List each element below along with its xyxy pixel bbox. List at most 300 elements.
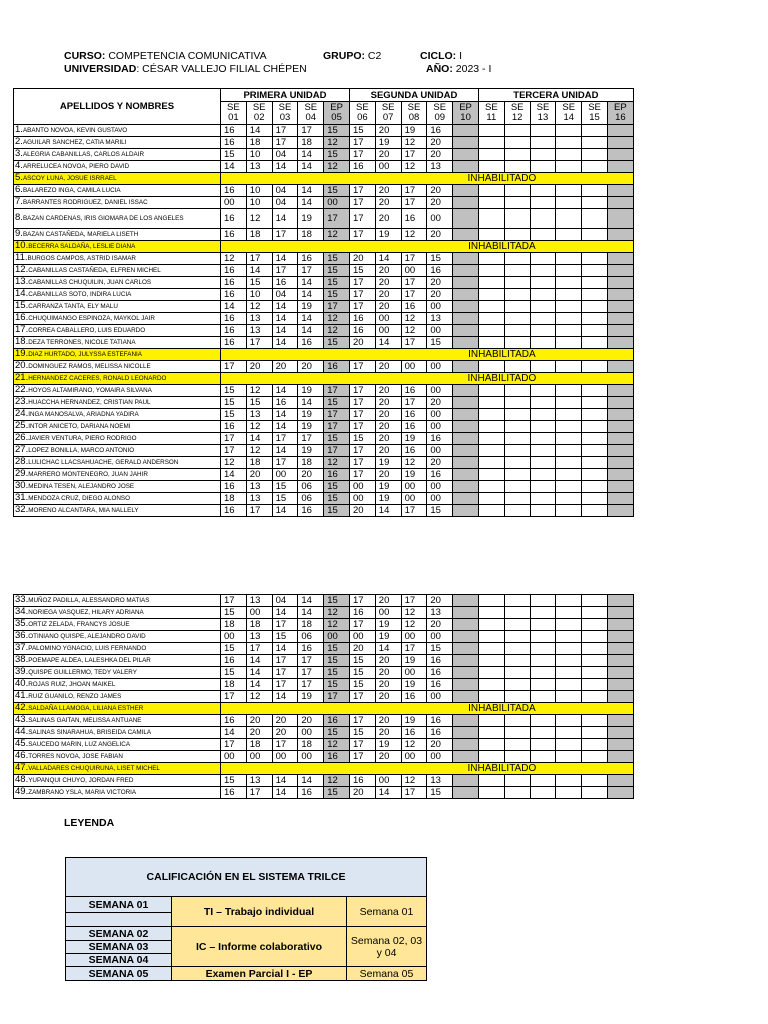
table-row [14, 277, 634, 289]
grade-cell [582, 197, 608, 209]
grade-cell: 17 [401, 277, 427, 289]
grade-cell: 19 [375, 481, 401, 493]
student-name: BAZAN CARDENAS, IRIS GIOMARA DE LOS ANGELES [22, 215, 184, 222]
grade-cell: 14 [272, 775, 298, 787]
grade-cell: 17 [272, 265, 298, 277]
grade-cell: 13 [246, 325, 272, 337]
grade-cell: 17 [298, 125, 324, 137]
grade-cell: 12 [324, 137, 350, 149]
student-name: ABANTO NOVOA, KEVIN GUSTAVO [22, 127, 128, 134]
week-column-number: 07 [382, 112, 394, 123]
grade-cell: 00 [375, 325, 401, 337]
grade-cell [582, 643, 608, 655]
week-column-header [607, 102, 633, 125]
week-column-code: EP [459, 102, 472, 113]
grade-cell: 13 [246, 493, 272, 505]
grade-cell: 00 [427, 631, 453, 643]
grade-cell: 14 [221, 161, 247, 173]
grade-cell: 16 [427, 667, 453, 679]
student-name-cell [14, 265, 221, 277]
grade-cell: 16 [401, 409, 427, 421]
week-column-header [401, 102, 427, 125]
student-number: 9. [15, 228, 23, 239]
table-row [14, 397, 634, 409]
grade-cell: 17 [324, 385, 350, 397]
grade-cell [453, 149, 479, 161]
grade-cell [582, 679, 608, 691]
student-name-cell [14, 655, 221, 667]
grade-cell: 20 [427, 229, 453, 241]
grade-cell [607, 253, 633, 265]
grade-cell: 20 [375, 751, 401, 763]
student-number: 5. [15, 172, 23, 183]
student-name-cell [14, 703, 221, 715]
grade-cell [607, 619, 633, 631]
grade-cell [582, 325, 608, 337]
grade-cell [478, 595, 504, 607]
grade-cell [478, 643, 504, 655]
grade-cell [504, 253, 530, 265]
student-number: 27. [15, 444, 29, 455]
grade-cell [582, 631, 608, 643]
grade-cell: 19 [401, 655, 427, 667]
grade-cell: 12 [324, 161, 350, 173]
grade-cell: 15 [324, 643, 350, 655]
grade-cell: 15 [324, 397, 350, 409]
grade-cell [504, 727, 530, 739]
grade-cell [607, 125, 633, 137]
student-name: BECERRA SALDAÑA, LESLIE DIANA [28, 243, 136, 250]
grade-cell: 14 [298, 607, 324, 619]
grade-cell [556, 481, 582, 493]
legend-heading: CALIFICACIÓN EN EL SISTEMA TRILCE [66, 858, 427, 897]
grade-cell: 12 [401, 739, 427, 751]
grade-cell [453, 727, 479, 739]
grade-cell [504, 631, 530, 643]
grade-cell [504, 361, 530, 373]
grade-cell [556, 751, 582, 763]
grade-cell [556, 727, 582, 739]
grade-cell: 19 [298, 209, 324, 229]
grade-cell: 14 [272, 505, 298, 517]
grade-cell: 14 [272, 325, 298, 337]
grade-cell [504, 161, 530, 173]
grade-cell [504, 265, 530, 277]
grade-cell: 15 [324, 595, 350, 607]
grade-cell [453, 739, 479, 751]
grade-cell [607, 727, 633, 739]
grade-cell: 00 [375, 607, 401, 619]
grade-cell: 14 [298, 313, 324, 325]
grade-cell: 17 [272, 619, 298, 631]
grade-cell: 17 [401, 595, 427, 607]
grade-cell: 12 [324, 313, 350, 325]
week-column-header [504, 102, 530, 125]
grade-cell: 20 [349, 337, 375, 349]
grade-cell [530, 229, 556, 241]
table-row [14, 409, 634, 421]
week-column-code: SE [536, 102, 550, 113]
grade-cell: 13 [246, 409, 272, 421]
grade-cell [556, 595, 582, 607]
legend-ti-weeks: Semana 01 [347, 897, 427, 927]
grade-cell [530, 409, 556, 421]
grade-cell: 15 [324, 679, 350, 691]
grade-cell: 14 [272, 421, 298, 433]
week-column-code: SE [356, 102, 369, 113]
student-name-cell [14, 481, 221, 493]
grade-cell: 00 [246, 751, 272, 763]
universidad-label: UNIVERSIDAD [64, 63, 137, 75]
grade-cell [453, 469, 479, 481]
week-column-number: 10 [460, 112, 471, 123]
grade-cell: 20 [375, 301, 401, 313]
grade-cell [556, 361, 582, 373]
curso-value: COMPETENCIA COMUNICATIVA [108, 50, 267, 62]
grade-cell [453, 385, 479, 397]
table-row [14, 209, 634, 229]
grade-cell: 17 [349, 149, 375, 161]
grade-cell [607, 209, 633, 229]
student-number: 28. [15, 456, 29, 467]
grade-cell: 16 [427, 265, 453, 277]
grade-cell [478, 325, 504, 337]
student-name-cell [14, 457, 221, 469]
grade-cell: 00 [221, 197, 247, 209]
student-name: HUACCHA HERNANDEZ, CRISTIAN PAUL [28, 399, 151, 406]
week-column-header [478, 102, 504, 125]
grade-cell: 16 [272, 397, 298, 409]
grade-cell: 12 [324, 775, 350, 787]
grade-cell: 16 [298, 643, 324, 655]
grade-cell [556, 409, 582, 421]
grade-cell [453, 643, 479, 655]
student-number: 41. [15, 690, 29, 701]
student-name-cell [14, 337, 221, 349]
grade-cell [582, 125, 608, 137]
grade-cell: 16 [401, 445, 427, 457]
grade-cell: 04 [272, 149, 298, 161]
grade-cell: 17 [401, 253, 427, 265]
grade-cell: 12 [324, 607, 350, 619]
grade-cell: 20 [272, 715, 298, 727]
student-name-cell [14, 125, 221, 137]
student-number: 42. [15, 702, 29, 713]
grade-cell [453, 209, 479, 229]
grade-cell [504, 607, 530, 619]
grade-cell: 10 [246, 289, 272, 301]
grade-cell: 15 [324, 655, 350, 667]
grade-cell: 20 [427, 277, 453, 289]
student-name: CARRANZA TANTA, ELY MALU [28, 303, 118, 310]
grade-cell [607, 655, 633, 667]
grade-cell: 04 [272, 185, 298, 197]
grade-cell: 00 [427, 209, 453, 229]
student-number: 43. [15, 714, 29, 725]
grade-cell [607, 433, 633, 445]
grade-cell: 15 [221, 397, 247, 409]
grade-cell: 20 [375, 209, 401, 229]
grade-cell: 17 [349, 197, 375, 209]
grade-cell [504, 421, 530, 433]
student-name: CABANILLAS CASTAÑEDA, ELFREN MICHEL [28, 267, 161, 274]
grade-cell: 14 [272, 313, 298, 325]
grade-cell: 17 [324, 421, 350, 433]
grade-cell: 13 [246, 313, 272, 325]
grade-cell: 00 [349, 481, 375, 493]
week-column-code: SE [381, 102, 395, 113]
grade-cell: 14 [272, 209, 298, 229]
grade-cell: 19 [375, 229, 401, 241]
grade-cell: 15 [324, 185, 350, 197]
table-row [14, 643, 634, 655]
student-name-cell [14, 361, 221, 373]
grade-cell [556, 739, 582, 751]
grade-cell: 17 [324, 691, 350, 703]
grade-cell: 10 [246, 185, 272, 197]
grade-cell: 15 [221, 607, 247, 619]
grade-cell: 00 [246, 607, 272, 619]
student-name-cell [14, 727, 221, 739]
grade-cell [556, 457, 582, 469]
grade-cell: 14 [272, 607, 298, 619]
grade-cell: 12 [324, 457, 350, 469]
grade-cell [453, 595, 479, 607]
unit-header: SEGUNDA UNIDAD [349, 89, 478, 102]
grade-cell: 00 [427, 445, 453, 457]
student-name: ARRELUCEA NOVOA, PIERO DAVID [22, 163, 130, 170]
ciclo-value: I [459, 50, 463, 62]
grade-cell [478, 209, 504, 229]
grade-cell: 15 [272, 481, 298, 493]
grade-cell: 20 [427, 149, 453, 161]
student-name: LULICHAC LLACSAHUACHE, GERALD ANDERSON [28, 459, 179, 466]
grade-cell [582, 421, 608, 433]
grade-cell [607, 775, 633, 787]
student-number: 46. [15, 750, 29, 761]
student-name: MUÑOZ PADILLA, ALESSANDRO MATIAS [28, 597, 150, 604]
inhabilitado-status: INHABILITADO [221, 763, 634, 775]
inhabilitado-status: INHABILITADO [221, 173, 634, 185]
grade-cell: 17 [349, 469, 375, 481]
grade-cell [478, 679, 504, 691]
grade-cell [582, 469, 608, 481]
grade-cell: 15 [221, 643, 247, 655]
grade-cell [530, 433, 556, 445]
anio-value: 2023 - I [455, 63, 492, 75]
grade-cell: 16 [221, 277, 247, 289]
week-column-code: SE [510, 102, 524, 113]
grade-cell: 20 [375, 679, 401, 691]
grade-cell [556, 289, 582, 301]
grade-cell [504, 397, 530, 409]
grade-cell: 17 [349, 361, 375, 373]
grade-cell [530, 265, 556, 277]
grade-cell: 15 [427, 337, 453, 349]
student-name-cell [14, 763, 221, 775]
student-number: 15. [15, 300, 29, 311]
grades-table-2 [13, 594, 634, 799]
week-column-code: SE [433, 102, 447, 113]
grade-cell: 20 [427, 397, 453, 409]
grade-cell [478, 289, 504, 301]
grade-cell: 14 [298, 197, 324, 209]
student-number: 19. [15, 348, 29, 359]
week-column-header [221, 102, 247, 125]
grade-cell: 14 [298, 325, 324, 337]
grade-cell: 00 [401, 493, 427, 505]
grade-cell: 16 [221, 481, 247, 493]
grade-cell [556, 607, 582, 619]
table-row [14, 301, 634, 313]
grade-cell [453, 161, 479, 173]
grade-cell [530, 149, 556, 161]
grade-cell: 00 [427, 325, 453, 337]
student-number: 6. [15, 184, 23, 195]
table-row [14, 607, 634, 619]
grade-cell [453, 631, 479, 643]
grade-cell [530, 161, 556, 173]
week-column-code: SE [252, 102, 266, 113]
grade-cell: 17 [272, 457, 298, 469]
grade-cell: 15 [324, 493, 350, 505]
grade-cell [582, 277, 608, 289]
grade-cell: 14 [298, 775, 324, 787]
grade-cell [582, 361, 608, 373]
grade-cell [607, 197, 633, 209]
grade-cell [478, 149, 504, 161]
grade-cell [607, 679, 633, 691]
grade-cell [453, 197, 479, 209]
grade-cell [530, 185, 556, 197]
grade-cell: 20 [427, 739, 453, 751]
grade-cell: 16 [221, 209, 247, 229]
grade-cell: 16 [272, 277, 298, 289]
grade-cell [556, 197, 582, 209]
table-row [14, 481, 634, 493]
grade-cell: 04 [272, 289, 298, 301]
grade-cell: 15 [221, 775, 247, 787]
student-name-cell [14, 493, 221, 505]
inhabilitado-status: INHABILITADA [221, 703, 634, 715]
grade-cell: 18 [246, 457, 272, 469]
grade-cell: 14 [298, 277, 324, 289]
student-number: 8. [15, 212, 23, 223]
table-row [14, 679, 634, 691]
grade-cell: 18 [246, 739, 272, 751]
grade-cell [478, 481, 504, 493]
grade-cell [478, 397, 504, 409]
table-row [14, 787, 634, 799]
grade-cell: 14 [272, 253, 298, 265]
grade-cell: 00 [427, 385, 453, 397]
grade-cell: 20 [375, 715, 401, 727]
grade-cell [530, 481, 556, 493]
week-column-code: SE [407, 102, 421, 113]
grade-cell [607, 161, 633, 173]
grade-cell: 16 [349, 607, 375, 619]
student-name-cell [14, 751, 221, 763]
inhabilitado-status: INHABILITADA [221, 349, 634, 361]
student-name: CHUQUIMANGO ESPINOZA, MAYKOL JAIR [28, 315, 155, 322]
table-row [14, 445, 634, 457]
grade-cell: 17 [324, 445, 350, 457]
grade-cell [453, 607, 479, 619]
table-row [14, 289, 634, 301]
grade-cell: 17 [221, 739, 247, 751]
grade-cell: 00 [324, 197, 350, 209]
grade-cell [582, 149, 608, 161]
grade-cell: 18 [246, 137, 272, 149]
grade-cell [478, 727, 504, 739]
grade-cell: 16 [401, 209, 427, 229]
grade-cell [504, 433, 530, 445]
grade-cell: 20 [298, 469, 324, 481]
week-column-header [246, 102, 272, 125]
student-name-cell [14, 445, 221, 457]
grade-cell [582, 337, 608, 349]
student-name: SALINAS SINARAHUA, BRISEIDA CAMILA [28, 729, 152, 736]
grade-cell: 17 [272, 137, 298, 149]
student-name-cell [14, 397, 221, 409]
grade-cell [607, 421, 633, 433]
grade-cell [607, 325, 633, 337]
grade-cell [453, 787, 479, 799]
grade-cell [607, 409, 633, 421]
grade-cell: 19 [298, 385, 324, 397]
student-name: LOPEZ BONILLA, MARCO ANTONIO [28, 447, 135, 454]
student-name: ORTIZ ZELADA, FRANCYS JOSUE [28, 621, 130, 628]
week-column-header [453, 102, 479, 125]
grade-cell: 14 [375, 253, 401, 265]
grade-cell [582, 493, 608, 505]
grade-cell [582, 739, 608, 751]
grade-cell [582, 185, 608, 197]
grade-cell [478, 229, 504, 241]
grade-cell: 00 [298, 751, 324, 763]
grade-cell [582, 161, 608, 173]
grade-cell [607, 631, 633, 643]
table-row [14, 349, 634, 361]
grade-cell: 18 [298, 457, 324, 469]
grade-cell [504, 409, 530, 421]
grade-cell [607, 445, 633, 457]
grade-cell [504, 325, 530, 337]
student-number: 12. [15, 264, 29, 275]
grade-cell: 17 [349, 397, 375, 409]
grade-cell [530, 775, 556, 787]
grade-cell [453, 397, 479, 409]
grade-cell [582, 229, 608, 241]
grade-cell [478, 197, 504, 209]
grade-cell: 17 [298, 433, 324, 445]
grade-cell [530, 313, 556, 325]
ciclo-label: CICLO: [420, 50, 457, 62]
grade-cell: 18 [298, 229, 324, 241]
table-row [14, 137, 634, 149]
student-number: 16. [15, 312, 29, 323]
grade-cell: 16 [401, 727, 427, 739]
grade-cell: 17 [401, 643, 427, 655]
grade-cell: 16 [349, 313, 375, 325]
student-name: ASCOY LUNA, JOSUE ISRRAEL [22, 175, 117, 182]
grade-cell: 17 [401, 787, 427, 799]
student-number: 10. [15, 240, 29, 251]
grade-cell [478, 185, 504, 197]
grade-cell: 15 [324, 787, 350, 799]
grade-cell [504, 643, 530, 655]
table-row [14, 385, 634, 397]
